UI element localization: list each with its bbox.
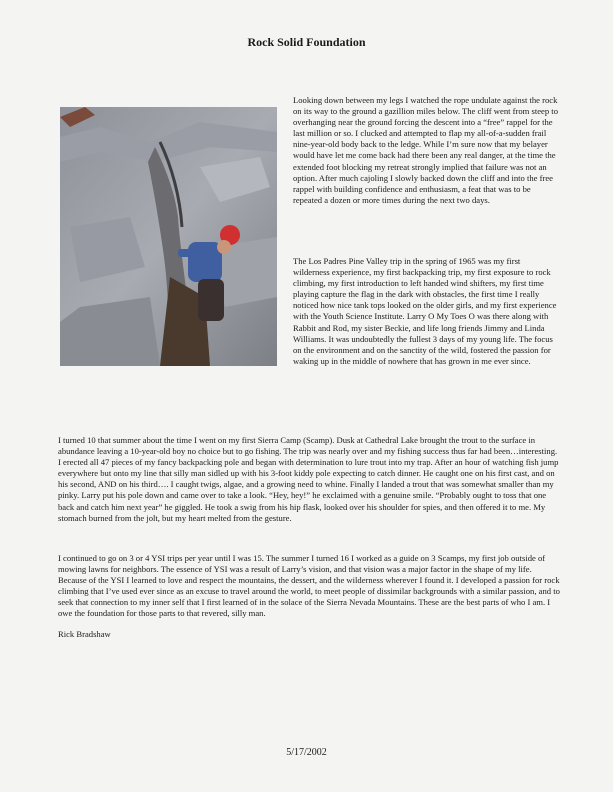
paragraph-sierra-camp: I turned 10 that summer about the time I went on my first Sierra Camp (Scamp). Dusk at Cathedral Lake brought the trout to the surface in abundance leaving a 10-year-old boy no choice but to go fishing. The trip was nearly over and my fishing success thus far had been…interesting. I erected all 47 pieces of my fancy backpacking pole and began with determination to lure trout into my trap. After an hour of watching fish jump everywhere but onto my line that silly man sidled up with his 3-foot kiddy pole expecting to catch dinner. He caught one on his first cast, and on his second, AND on his third…. I caught twigs, algae, and a growing need to whine. Finally I landed a trout that was somewhat smaller than my pinky. Larry put his pole down and came over to take a look. “Hey, hey!” he exclaimed with a genuine smile. “Probably ought to toss that one back and catch him next year” he giggled. He took a swig from his hip flask, looked over his shoulder for spies, and then offered it to me. My stomach burned from the jolt, but my heart melted from the gesture. bbox=[58, 435, 559, 523]
paragraph-pine-valley: The Los Padres Pine Valley trip in the spring of 1965 was my first wilderness experience, my first backpacking trip, my first exposure to rock climbing, my first introduction to left handed wind shifters, my first time playing capture the flag in the dark with obstacles, the first time I really noticed how nice tank tops looked on the older girls, and my first experience with the Youth Science Institute. Larry O My Toes O was there along with Rabbit and Rod, my sister Beckie, and life long friends Jimmy and Linda Williams. It was undoubtedly the fullest 3 days of my young life. The focus on the environment and on the sanctity of the wild, fostered the passion for waking up in the middle of nowhere that has grown in me ever since. bbox=[293, 256, 557, 366]
rock-climber-photo bbox=[60, 107, 277, 366]
paragraph-rappel: Looking down between my legs I watched the rope undulate against the rock on its way to the ground a gazillion miles below. The cliff went from steep to overhanging near the ground forcing the descent into a “free” rappel for the last million or so. I clucked and attempted to flap my all-of-a-sudden frail nine-year-old body back to the ledge. While I’m sure now that my belayer would have let me come back had there been any real danger, at the time the extended foot blocking my retreat strongly implied that failure was not an option. After much cajoling I slowly backed down the cliff and into the free rappel with building confidence and enthusiasm, a feat that was to be repeated a dozen or more times during the next two days. bbox=[293, 95, 558, 205]
document-title: Rock Solid Foundation bbox=[247, 35, 366, 49]
paragraph-ysi-trips: I continued to go on 3 or 4 YSI trips per year until I was 15. The summer I turned 16 I worked as a guide on 3 Scamps, my first job outside of mowing lawns for neighbors. The essence of YSI was a result of Larry’s vision, and that vision was a major factor in the shape of my life. Because of the YSI I learned to love and respect the mountains, the dessert, and the wilderness wherever I found it. I developed a passion for rock climbing that I’ve used ever since as an excuse to travel around the world, to meet people of dissimilar backgrounds with a similar passion, and to seek that connection to my inner self that I first learned of in the solace of the Sierra Nevada Mountains. These are the best parts of who I am. I owe the foundation for those parts to that revered, silly man. bbox=[58, 553, 560, 619]
document-date: 5/17/2002 bbox=[286, 747, 327, 758]
author-signature: Rick Bradshaw bbox=[58, 629, 111, 639]
